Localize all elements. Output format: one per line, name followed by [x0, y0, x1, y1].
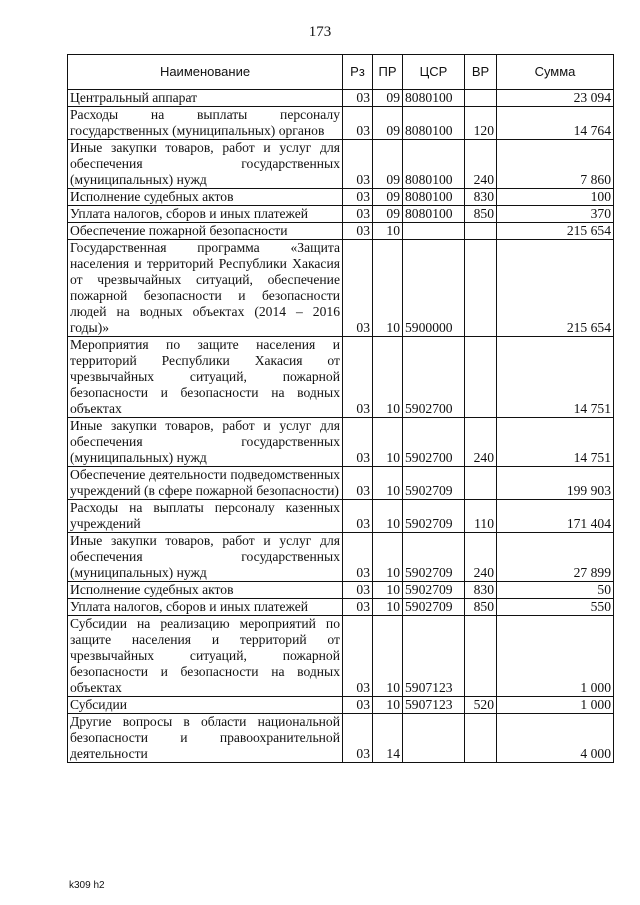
column-header-sum: Сумма [497, 55, 614, 90]
page-number: 173 [308, 24, 332, 40]
cell-sum: 7 860 [497, 140, 614, 189]
cell-csr: 5902700 [403, 337, 465, 418]
cell-name: Центральный аппарат [68, 90, 343, 107]
cell-name: Обеспечение пожарной безопасности [68, 223, 343, 240]
cell-csr [403, 223, 465, 240]
cell-name: Иные закупки товаров, работ и услуг для обеспечения государственных (муниципальных) нужд [68, 140, 343, 189]
cell-csr: 8080100 [403, 206, 465, 223]
cell-name: Субсидии [68, 697, 343, 714]
cell-vr [465, 714, 497, 763]
cell-sum: 14 764 [497, 107, 614, 140]
cell-name: Расходы на выплаты персоналу казенных учреждений [68, 500, 343, 533]
column-header-pr: ПР [373, 55, 403, 90]
cell-sum: 50 [497, 582, 614, 599]
table-row [68, 90, 614, 107]
cell-csr: 5902709 [403, 533, 465, 582]
cell-sum: 1 000 [497, 697, 614, 714]
cell-rz: 03 [343, 107, 373, 140]
cell-rz: 03 [343, 223, 373, 240]
cell-csr: 5900000 [403, 240, 465, 337]
cell-rz: 03 [343, 418, 373, 467]
cell-csr: 8080100 [403, 107, 465, 140]
table-row [68, 500, 614, 533]
table-row [68, 107, 614, 140]
cell-name: Уплата налогов, сборов и иных платежей [68, 599, 343, 616]
cell-name: Исполнение судебных актов [68, 582, 343, 599]
cell-rz: 03 [343, 500, 373, 533]
table-row [68, 533, 614, 582]
table-row [68, 189, 614, 206]
cell-sum: 370 [497, 206, 614, 223]
cell-sum: 215 654 [497, 240, 614, 337]
cell-pr: 10 [373, 337, 403, 418]
table-row [68, 140, 614, 189]
cell-csr: 5902700 [403, 418, 465, 467]
cell-vr [465, 337, 497, 418]
table-body [68, 90, 614, 763]
cell-vr [465, 240, 497, 337]
footer-code: k309 h2 [69, 880, 105, 891]
cell-vr: 120 [465, 107, 497, 140]
cell-rz: 03 [343, 714, 373, 763]
cell-rz: 03 [343, 599, 373, 616]
cell-vr: 240 [465, 533, 497, 582]
cell-vr: 110 [465, 500, 497, 533]
cell-rz: 03 [343, 533, 373, 582]
cell-vr: 520 [465, 697, 497, 714]
column-header-name: Наименование [68, 55, 343, 90]
cell-rz: 03 [343, 582, 373, 599]
cell-sum: 27 899 [497, 533, 614, 582]
cell-rz: 03 [343, 240, 373, 337]
cell-sum: 14 751 [497, 337, 614, 418]
table-row [68, 467, 614, 500]
cell-name: Субсидии на реализацию мероприятий по защите населения и территорий от чрезвычайных ситуаций, пожарной безопасности и безопасности на водных объектах [68, 616, 343, 697]
cell-csr: 8080100 [403, 90, 465, 107]
cell-name: Иные закупки товаров, работ и услуг для обеспечения государственных (муниципальных) нужд [68, 418, 343, 467]
cell-pr: 10 [373, 418, 403, 467]
cell-vr [465, 223, 497, 240]
budget-table [67, 54, 614, 763]
cell-name: Другие вопросы в области национальной безопасности и правоохранительной деятельности [68, 714, 343, 763]
cell-csr: 5902709 [403, 500, 465, 533]
cell-pr: 14 [373, 714, 403, 763]
cell-pr: 10 [373, 582, 403, 599]
cell-vr [465, 90, 497, 107]
cell-pr: 10 [373, 599, 403, 616]
cell-sum: 199 903 [497, 467, 614, 500]
cell-csr: 8080100 [403, 189, 465, 206]
table-row [68, 582, 614, 599]
cell-pr: 09 [373, 107, 403, 140]
cell-name: Государственная программа «Защита населения и территорий Республики Хакасия от чрезвычайных ситуаций, обеспечение пожарной безопасности и безопасности людей на водных объектах (2014 – 2016 годы)» [68, 240, 343, 337]
cell-vr: 850 [465, 599, 497, 616]
cell-pr: 09 [373, 90, 403, 107]
table-row [68, 223, 614, 240]
cell-csr: 5902709 [403, 599, 465, 616]
table-row [68, 616, 614, 697]
table-row [68, 240, 614, 337]
cell-sum: 550 [497, 599, 614, 616]
cell-rz: 03 [343, 90, 373, 107]
table-row [68, 337, 614, 418]
cell-csr: 5902709 [403, 467, 465, 500]
cell-pr: 10 [373, 467, 403, 500]
cell-sum: 171 404 [497, 500, 614, 533]
cell-vr: 830 [465, 582, 497, 599]
cell-vr: 240 [465, 140, 497, 189]
cell-vr [465, 467, 497, 500]
column-header-vr: ВР [465, 55, 497, 90]
header-row [68, 55, 614, 90]
cell-csr: 8080100 [403, 140, 465, 189]
cell-pr: 10 [373, 533, 403, 582]
cell-pr: 09 [373, 140, 403, 189]
table-row [68, 206, 614, 223]
cell-pr: 10 [373, 223, 403, 240]
cell-vr: 830 [465, 189, 497, 206]
cell-vr: 240 [465, 418, 497, 467]
cell-vr [465, 616, 497, 697]
cell-sum: 23 094 [497, 90, 614, 107]
cell-name: Иные закупки товаров, работ и услуг для обеспечения государственных (муниципальных) нужд [68, 533, 343, 582]
cell-rz: 03 [343, 616, 373, 697]
cell-csr: 5907123 [403, 697, 465, 714]
cell-rz: 03 [343, 697, 373, 714]
cell-csr: 5902709 [403, 582, 465, 599]
cell-vr: 850 [465, 206, 497, 223]
cell-pr: 09 [373, 189, 403, 206]
table-row [68, 418, 614, 467]
cell-rz: 03 [343, 206, 373, 223]
cell-rz: 03 [343, 140, 373, 189]
cell-name: Расходы на выплаты персоналу государственных (муниципальных) органов [68, 107, 343, 140]
cell-csr: 5907123 [403, 616, 465, 697]
column-header-rz: Рз [343, 55, 373, 90]
cell-sum: 215 654 [497, 223, 614, 240]
table-row [68, 714, 614, 763]
cell-csr [403, 714, 465, 763]
cell-pr: 10 [373, 697, 403, 714]
cell-pr: 10 [373, 500, 403, 533]
cell-name: Уплата налогов, сборов и иных платежей [68, 206, 343, 223]
cell-sum: 14 751 [497, 418, 614, 467]
cell-rz: 03 [343, 189, 373, 206]
table-row [68, 697, 614, 714]
cell-name: Обеспечение деятельности подведомственных учреждений (в сфере пожарной безопасности) [68, 467, 343, 500]
cell-rz: 03 [343, 467, 373, 500]
table-row [68, 599, 614, 616]
cell-rz: 03 [343, 337, 373, 418]
column-header-csr: ЦСР [403, 55, 465, 90]
cell-sum: 1 000 [497, 616, 614, 697]
cell-sum: 4 000 [497, 714, 614, 763]
cell-name: Исполнение судебных актов [68, 189, 343, 206]
cell-pr: 09 [373, 206, 403, 223]
cell-pr: 10 [373, 240, 403, 337]
cell-pr: 10 [373, 616, 403, 697]
cell-name: Мероприятия по защите населения и территорий Республики Хакасия от чрезвычайных ситуаций, пожарной безопасности и безопасности на водных объектах [68, 337, 343, 418]
cell-sum: 100 [497, 189, 614, 206]
